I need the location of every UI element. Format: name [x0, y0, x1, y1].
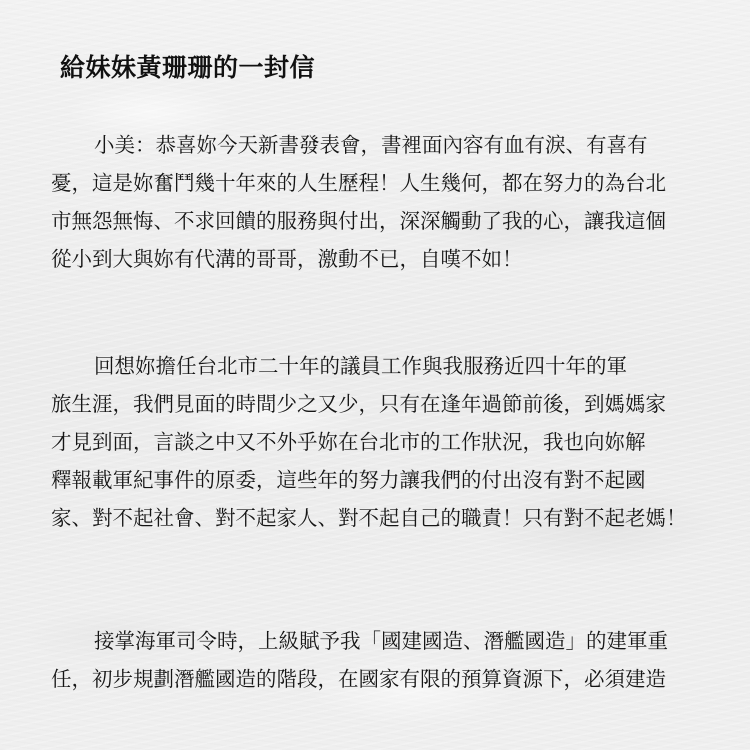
- text-line: 家、對不起社會、對不起家人、對不起自己的職責！只有對不起老媽！: [51, 506, 687, 530]
- text-line: 市無怨無悔、不求回饋的服務與付出，深深觸動了我的心，讓我這個: [51, 209, 666, 233]
- paragraph-recollection: [51, 347, 701, 537]
- text-line: 從小到大與妳有代溝的哥哥，激動不已，自嘆不如！: [51, 247, 523, 271]
- text-line: 小美：恭喜妳今天新書發表會，書裡面內容有血有淚、有喜有: [94, 133, 648, 157]
- paragraph-congratulations: [51, 126, 701, 278]
- letter-title: 給妹妹黃珊珊的一封信: [60, 53, 316, 82]
- text-line: 釋報載軍紀事件的原委，這些年的努力讓我們的付出沒有對不起國: [51, 468, 646, 492]
- text-line: 旅生涯，我們見面的時間少之又少，只有在逢年過節前後，到媽媽家: [51, 392, 666, 416]
- text-line: 回想妳擔任台北市二十年的議員工作與我服務近四十年的軍: [94, 354, 627, 378]
- text-line: 接掌海軍司令時，上級賦予我「國建國造、潛艦國造」的建軍重: [94, 629, 668, 653]
- text-line: 憂，這是妳奮鬥幾十年來的人生歷程！人生幾何，都在努力的為台北: [51, 171, 666, 195]
- text-line: 才見到面，言談之中又不外乎妳在台北市的工作狀況，我也向妳解: [51, 430, 646, 454]
- text-line: 任，初步規劃潛艦國造的階段，在國家有限的預算資源下，必須建造: [51, 667, 666, 691]
- paragraph-navy-command: [51, 622, 701, 698]
